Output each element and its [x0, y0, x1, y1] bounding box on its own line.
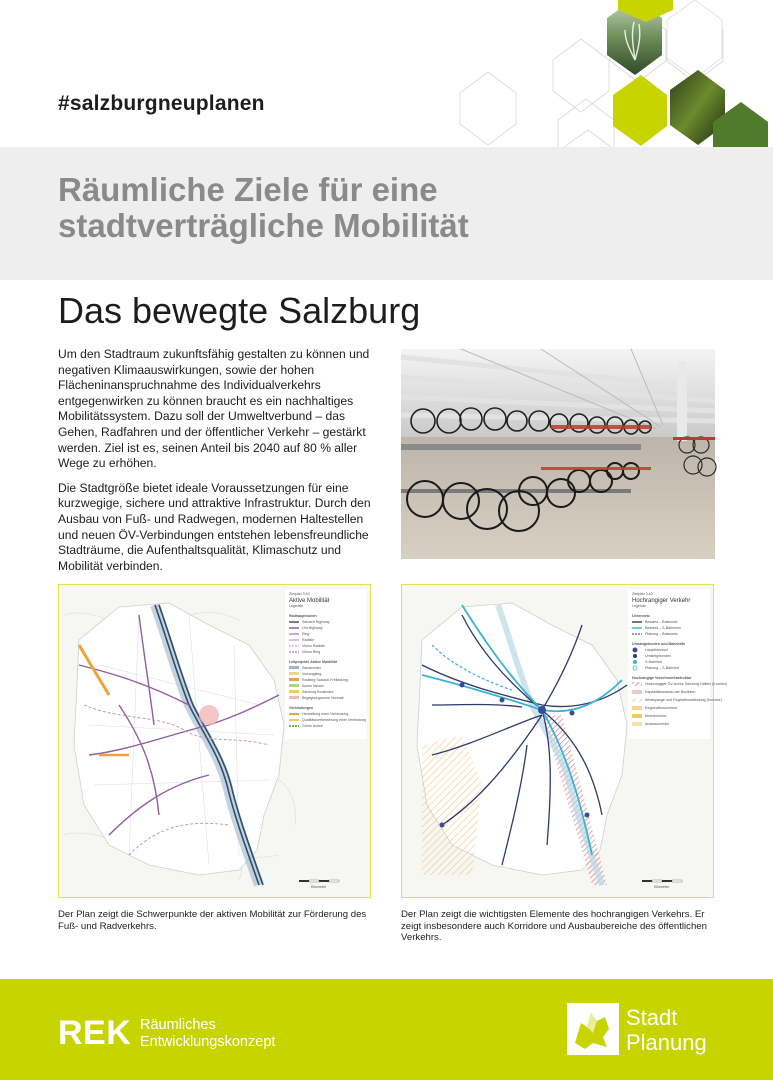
stadt-planung-line-2: Planung: [626, 1030, 707, 1055]
rek-logo-text: REK: [58, 1014, 132, 1052]
map-left-legend-item: Herstellung einer Verbindung: [302, 712, 349, 716]
stadt-planung-text: [626, 1005, 707, 1055]
map-left-legend-item: Salzburg Boulevard: [302, 690, 334, 694]
map-right-legend-item: Umsteigeknoten: [645, 654, 671, 658]
map-right-legend-head-1: Liniennetz: [632, 614, 650, 618]
map-right-legend-item: Planung – Basisnetz: [645, 632, 678, 636]
hashtag: #salzburgneuplanen: [58, 92, 265, 115]
map-right-legend-item: Ausbaukorridor: [645, 722, 670, 726]
map-right-caption: Der Plan zeigt die wichtigsten Elemente des hochrangigen Verkehrs. Er zeigt insbesondere auch Korridore und Ausbaubereiche des öffentlichen Verkehrs.: [401, 909, 707, 944]
map-left-title: Aktive Mobilität: [289, 598, 330, 604]
map-left-plan-no: Zielplan 3.40: [289, 592, 310, 596]
map-left-legend-item: Vision Radiale: [302, 644, 325, 648]
map-left-legend-item: Radiale: [302, 638, 315, 642]
map-left-legend-item: Qualitätsverbesserung einer Verbindung: [302, 718, 367, 722]
hex-white: [667, 0, 722, 78]
map-left-legend-head-3: Verbindungen: [289, 706, 313, 710]
rek-subtitle: [140, 1017, 275, 1051]
map-left-legend-item: Grüne Achse: [302, 724, 323, 728]
map-left-legend-head-2: Leitprojekte Aktive Mobilität: [289, 660, 337, 664]
map-left-legend-item: Ring: [302, 632, 310, 636]
map-left-caption: Der Plan zeigt die Schwerpunkte der aktiven Mobilität zur Förderung des Fuß- und Radverkehrs.: [58, 909, 367, 932]
map-right-legend-item: Regionalbuskorridor: [645, 706, 678, 710]
map-left-legend-item: Salzachufer: [302, 666, 321, 670]
rek-subtitle-line-1: Räumliches: [140, 1017, 216, 1033]
map-right-legend-head-2: Umsteigeknoten und Bahnhöfe: [632, 642, 686, 646]
map-right-subtitle: Legende: [632, 604, 646, 608]
hex-lime-small: [613, 75, 667, 146]
intro-paragraph-1: Um den Stadtraum zukunftsfähig gestalten zu können und negativen Klimaauswirkungen, sowie der hohen Flächeninanspruchnahme des Individualverkehrs entgegenwirken zu können braucht es ein nachhaltiges Mobilitätssystem. Dazu soll der Umweltverbund – das Gehen, Radfahren und der öffentlicher Verkehr – gestärkt werden. Ziel ist es, seinen Anteil bis 2040 auf 80 % aller Wege zu erhöhen.: [58, 347, 370, 471]
map-left-legend-item: Begegnungszone Nonntal: [302, 696, 344, 700]
bicycle-garage-photo: [401, 349, 715, 559]
page-title-line-1: Räumliche Ziele für eine: [58, 171, 438, 208]
rek-subtitle-line-2: Entwicklungskonzept: [140, 1034, 276, 1050]
map-right-legend-item: Planung – S-Bahnhof: [645, 666, 680, 670]
map-right-plan-no: Zielplan 3.40: [632, 592, 653, 596]
map-right-scale-unit: Kilometer: [654, 885, 670, 889]
map-active-mobility: [58, 584, 371, 898]
map-right-legend-item: Hauptbahnhof: [645, 648, 668, 652]
intro-text: [58, 347, 383, 583]
map-right-legend-item: Bestand – S-Bahnnetz: [645, 626, 681, 630]
map-left-legend-item: Vorrangsteg: [302, 672, 322, 676]
map-right-legend-item: Bestand – Basisnetz: [645, 620, 678, 624]
map-left-legend-item: Vision Ring: [302, 650, 321, 654]
map-left-legend-item: Achse Neutor: [302, 684, 324, 688]
map-right-legend-item: S-Bahnhof: [645, 660, 662, 664]
map-right-title: Hochrangiger Verkehr: [632, 598, 691, 604]
map-active-mobility-drawing: [59, 585, 369, 896]
map-high-level-transport: [401, 584, 728, 898]
map-left-legend-head-1: Radhauptrouten: [289, 614, 317, 618]
map-right-legend-group-1: [632, 620, 681, 636]
map-left-legend-item: Um-Highway: [302, 626, 323, 630]
map-right-legend-item: Metrokorridor: [645, 714, 667, 718]
stadt-planung-logo-icon: [567, 1003, 619, 1055]
map-right-legend-item: Kapazitätsausbau der Buslinien: [645, 690, 696, 694]
stadt-planung-line-1: Stadt: [626, 1005, 678, 1030]
section-title: Das bewegte Salzburg: [58, 290, 421, 331]
map-right-legend-head-3: Hochrangige Verkehrsinfrastruktur: [632, 676, 692, 680]
map-left-legend-item: Salzach Highway: [302, 620, 330, 624]
map-left-scale-unit: Kilometer: [311, 885, 327, 889]
page-title-line-2: stadtverträgliche Mobilität: [58, 207, 469, 244]
map-high-level-transport-drawing: [402, 585, 728, 896]
map-left-subtitle: Legende: [289, 604, 303, 608]
map-left-legend-item: Radsteg Salzach-Freilassing: [302, 678, 348, 682]
intro-paragraph-2: Die Stadtgröße bietet ideale Voraussetzungen für eine kurzwegige, sichere und attraktive Infrastruktur. Durch den Ausbau von Fuß- und Radwegen, modernen Haltestellen und neuen ÖV-Verbindungen entstehen lebensfreundliche Stadträume, die Aufenthaltsqualität, Klimaschutz und Mobilität verbinden.: [58, 480, 371, 573]
map-right-legend-item: Hochrangiger ÖV-Achse Salzburg-Hallein (Korridor): [645, 682, 728, 686]
map-right-legend-item: Westspange und Flughafenanbindung (Korridor): [645, 698, 722, 702]
page-title: [58, 172, 578, 244]
